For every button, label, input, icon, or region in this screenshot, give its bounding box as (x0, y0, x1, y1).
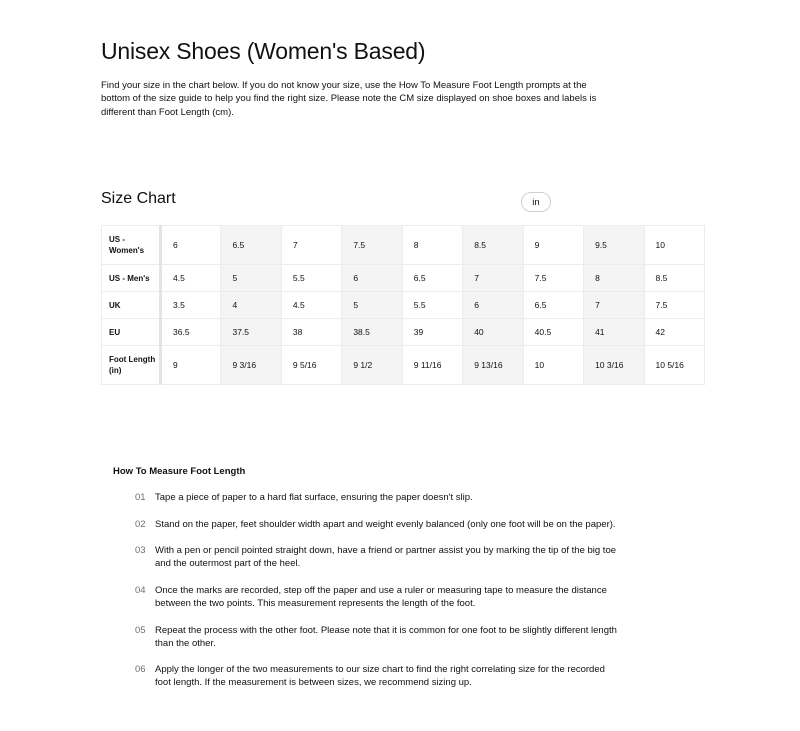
table-cell: 9 11/16 (402, 346, 462, 385)
row-header-foot-length: Foot Length (in) (102, 346, 161, 385)
table-row (102, 292, 705, 319)
table-cell: 5.5 (402, 292, 462, 319)
table-cell: 6 (161, 226, 221, 265)
table-cell: 4 (221, 292, 281, 319)
table-cell: 38 (281, 319, 341, 346)
measure-section-title: How To Measure Foot Length (113, 466, 246, 477)
table-cell: 7 (584, 292, 644, 319)
unit-toggle-button[interactable]: in (521, 192, 551, 212)
step-text: Tape a piece of paper to a hard flat surface, ensuring the paper doesn't slip. (155, 492, 473, 503)
step-text: Apply the longer of the two measurements to our size chart to find the right correlating size for the recorded foot length. If the measurement is between sizes, we recommend sizing up. (155, 664, 605, 689)
table-cell: 5 (342, 292, 402, 319)
step-number: 04 (135, 585, 146, 596)
table-cell: 6.5 (402, 265, 462, 292)
table-cell: 5.5 (281, 265, 341, 292)
table-cell: 10 (523, 346, 583, 385)
step-number: 06 (135, 664, 146, 675)
intro-text: Find your size in the chart below. If you do not know your size, use the How To Measure Foot Length prompts at the bottom of the size guide to help you find the right size. Please note the CM size displayed on shoe boxes and labels is different than Foot Length (cm). (101, 80, 597, 118)
table-cell: 38.5 (342, 319, 402, 346)
table-cell: 7.5 (342, 226, 402, 265)
size-chart-table (101, 225, 705, 385)
table-cell: 8.5 (644, 265, 705, 292)
table-cell: 9 (523, 226, 583, 265)
step-number: 02 (135, 519, 146, 530)
table-cell: 7 (463, 265, 523, 292)
row-header-uk: UK (102, 292, 161, 319)
table-cell: 40.5 (523, 319, 583, 346)
table-cell: 41 (584, 319, 644, 346)
table-cell: 7.5 (644, 292, 705, 319)
row-header-eu: EU (102, 319, 161, 346)
table-cell: 10 3/16 (584, 346, 644, 385)
table-cell: 6 (463, 292, 523, 319)
table-cell: 9 3/16 (221, 346, 281, 385)
step-number: 03 (135, 545, 146, 556)
table-cell: 7.5 (523, 265, 583, 292)
table-cell: 9 (161, 346, 221, 385)
table-cell: 8 (402, 226, 462, 265)
table-cell: 4.5 (281, 292, 341, 319)
table-cell: 36.5 (161, 319, 221, 346)
table-cell: 3.5 (161, 292, 221, 319)
step-number: 01 (135, 492, 146, 503)
table-cell: 40 (463, 319, 523, 346)
table-cell: 7 (281, 226, 341, 265)
table-cell: 5 (221, 265, 281, 292)
table-cell: 6.5 (221, 226, 281, 265)
table-cell: 9 13/16 (463, 346, 523, 385)
table-cell: 42 (644, 319, 705, 346)
table-row (102, 319, 705, 346)
table-row (102, 265, 705, 292)
row-header-us-mens: US - Men's (102, 265, 161, 292)
step-number: 05 (135, 625, 146, 636)
table-cell: 9.5 (584, 226, 644, 265)
step-text: Stand on the paper, feet shoulder width apart and weight evenly balanced (only one foot will be on the paper). (155, 519, 616, 530)
step-text: Once the marks are recorded, step off the paper and use a ruler or measuring tape to measure the distance between the two points. This measurement represents the length of the foot. (155, 585, 607, 610)
table-cell: 37.5 (221, 319, 281, 346)
table-cell: 4.5 (161, 265, 221, 292)
table-row (102, 226, 705, 265)
table-cell: 9 5/16 (281, 346, 341, 385)
table-cell: 39 (402, 319, 462, 346)
table-cell: 9 1/2 (342, 346, 402, 385)
table-cell: 8.5 (463, 226, 523, 265)
page-title: Unisex Shoes (Women's Based) (101, 38, 426, 64)
table-row (102, 346, 705, 385)
table-cell: 6.5 (523, 292, 583, 319)
row-header-us-womens: US - Women's (102, 226, 161, 265)
table-cell: 10 (644, 226, 705, 265)
size-chart-title: Size Chart (101, 190, 176, 207)
table-cell: 6 (342, 265, 402, 292)
table-cell: 10 5/16 (644, 346, 705, 385)
step-text: Repeat the process with the other foot. Please note that it is common for one foot to be slightly different length than the other. (155, 625, 617, 650)
table-cell: 8 (584, 265, 644, 292)
step-text: With a pen or pencil pointed straight down, have a friend or partner assist you by marking the tip of the big toe and the outermost part of the heel. (155, 545, 617, 570)
